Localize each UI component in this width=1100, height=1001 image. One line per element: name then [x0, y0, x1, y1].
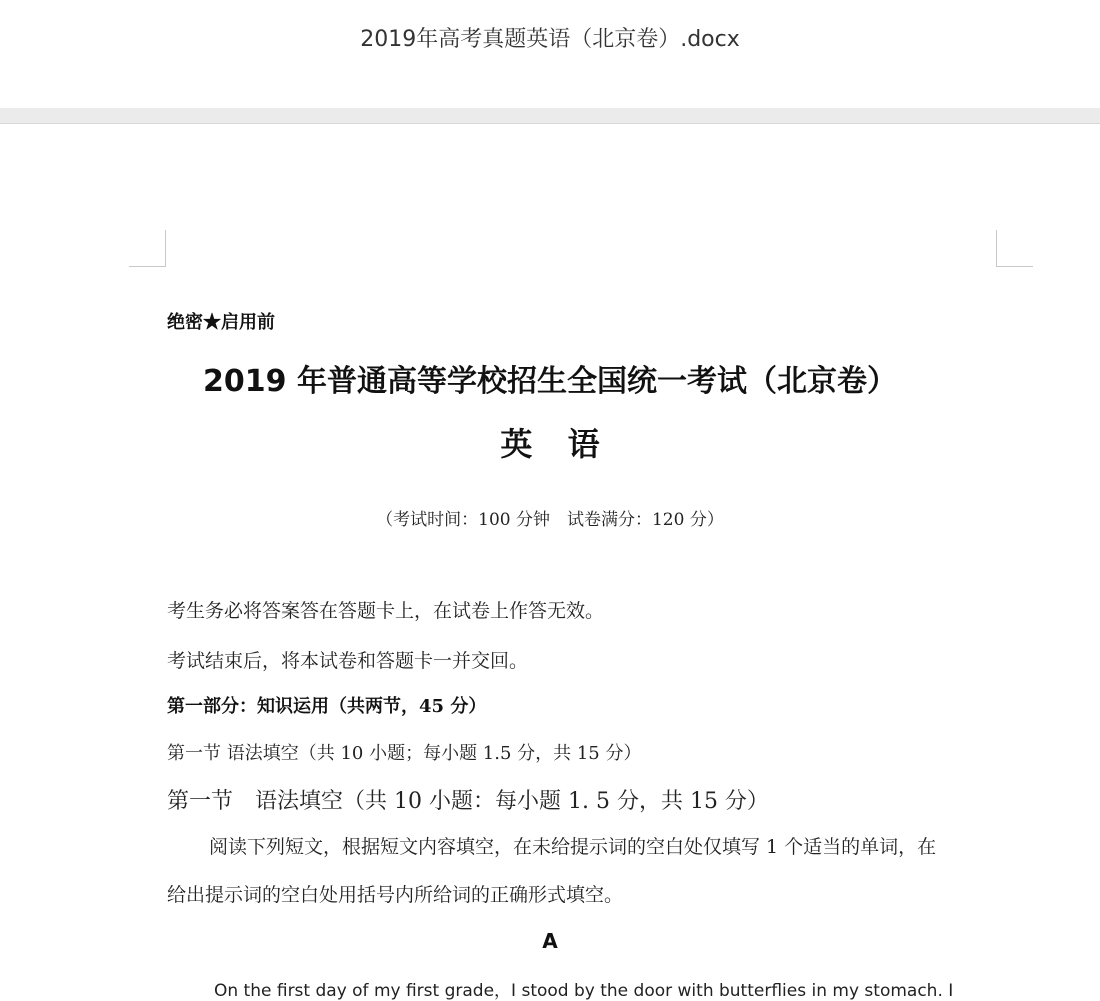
part-1-heading: 第一部分：知识运用（共两节，45 分）	[167, 696, 487, 717]
secret-mark: 绝密★启用前	[167, 312, 275, 333]
crop-mark-top-left	[129, 230, 166, 267]
document-filename-title: 2019年高考真题英语（北京卷）.docx	[360, 27, 740, 52]
passage-label-a: A	[542, 929, 558, 953]
ruler-separator	[0, 108, 1100, 124]
section-1-heading: 第一节 语法填空（共 10 小题；每小题 1.5 分，共 15 分）	[167, 743, 642, 764]
subject-title: 英 语	[500, 425, 612, 463]
window-titlebar	[0, 0, 1100, 108]
section-1-heading-duplicate: 第一节 语法填空（共 10 小题：每小题 1. 5 分，共 15 分）	[167, 789, 769, 814]
instructions-line-1: 阅读下列短文，根据短文内容填空，在未给提示词的空白处仅填写 1 个适当的单词，在	[209, 836, 937, 858]
notice-paragraph-1: 考生务必将答案答在答题卡上，在试卷上作答无效。	[167, 600, 605, 622]
exam-title: 2019 年普通高等学校招生全国统一考试（北京卷）	[203, 364, 897, 399]
instructions-line-2: 给出提示词的空白处用括号内所给词的正确形式填空。	[167, 884, 624, 906]
exam-info: （考试时间：100 分钟 试卷满分：120 分）	[376, 510, 724, 530]
passage-text: On the first day of my first grade，I stood by the door with butterflies in my stomach. I	[214, 981, 954, 1001]
document-page[interactable]	[0, 124, 1100, 1001]
crop-mark-top-right	[996, 230, 1033, 267]
notice-paragraph-2: 考试结束后，将本试卷和答题卡一并交回。	[167, 650, 529, 672]
